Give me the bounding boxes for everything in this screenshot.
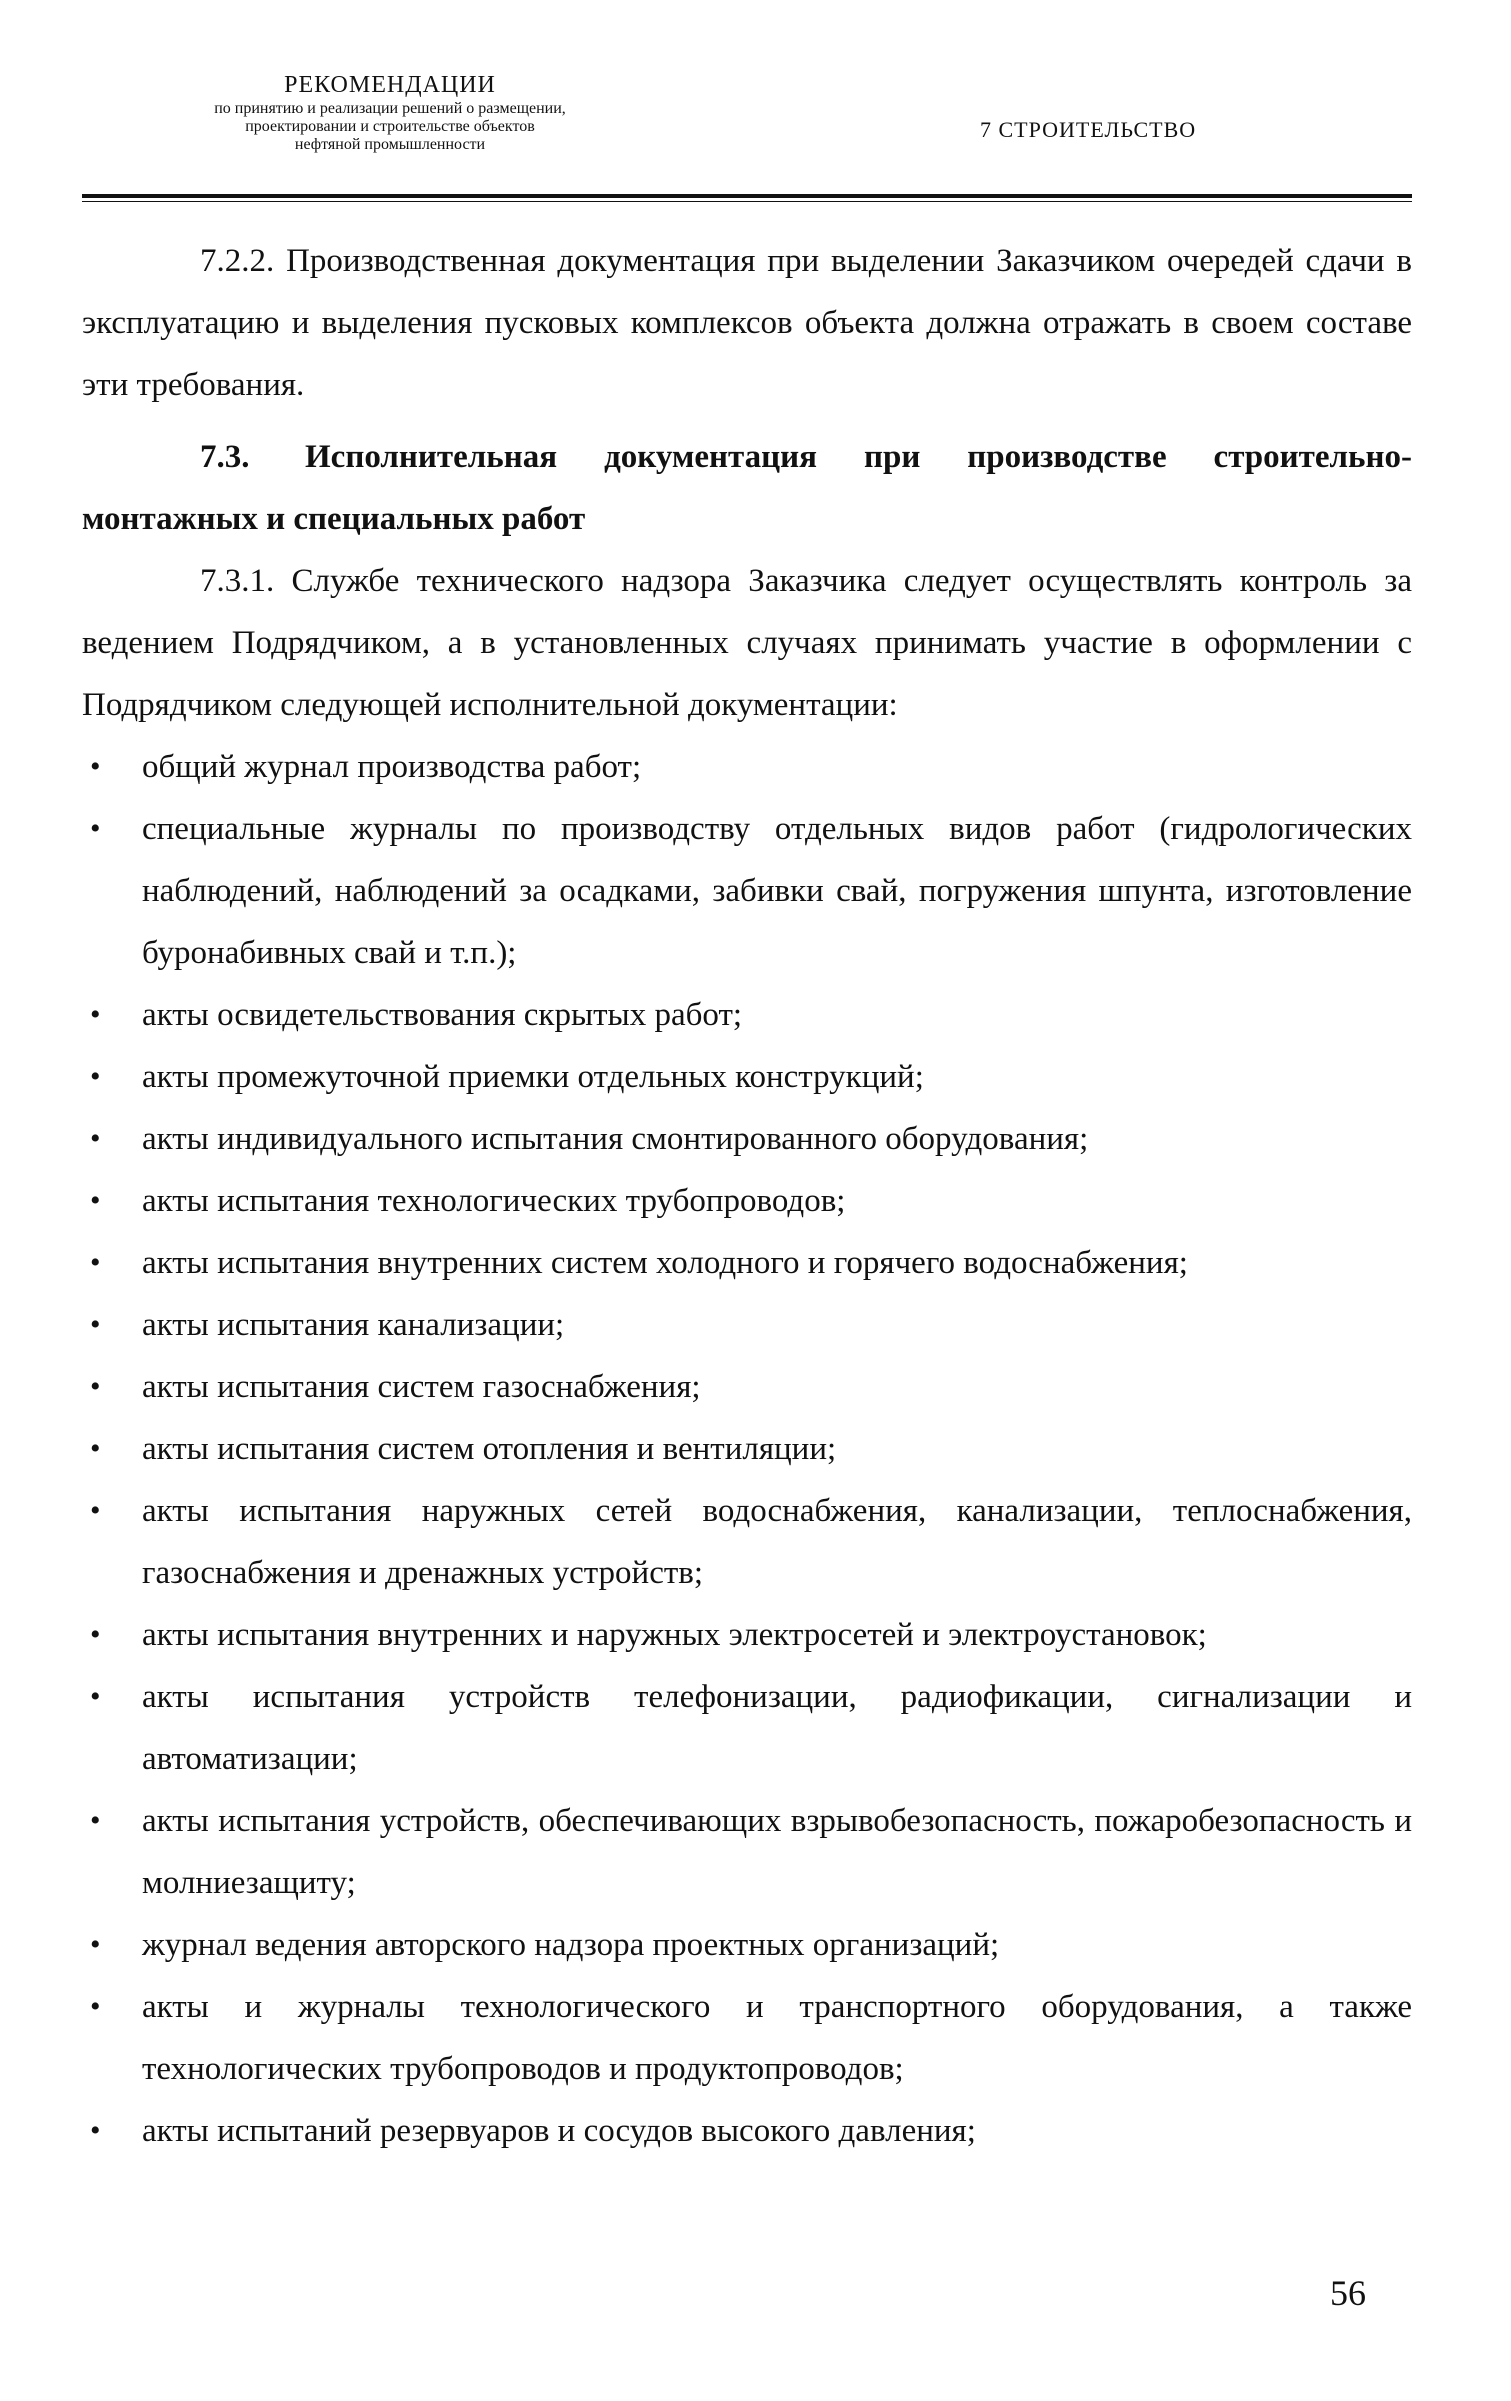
list-item-text: акты промежуточной приемки отдельных конструкций; — [142, 1059, 924, 1095]
bullet-icon: • — [90, 1370, 101, 1403]
list-item-text: акты испытания технологических трубопроводов; — [142, 1183, 846, 1219]
bullet-icon: • — [90, 1618, 101, 1651]
list-item-text: акты испытания устройств телефонизации, радиофикации, сигнализации и автоматизации; — [142, 1679, 1412, 1777]
bullet-icon: • — [90, 1184, 101, 1217]
section-heading-7-3 — [82, 426, 1412, 550]
list-item-text: специальные журналы по производству отдельных видов работ (гидрологических наблюдений, наблюдений за осадками, забивки свай, погружения шпунта, изготовление буронабивных свай и т.п.); — [142, 811, 1412, 971]
list-item — [82, 1046, 1412, 1108]
bullet-icon: • — [90, 1308, 101, 1341]
list-item-text: акты освидетельствования скрытых работ; — [142, 997, 743, 1033]
list-item — [82, 736, 1412, 798]
header-document-title — [110, 72, 670, 155]
page-content — [82, 230, 1412, 2162]
bullet-icon: • — [90, 812, 101, 845]
bullet-icon: • — [90, 1804, 101, 1837]
paragraph-7-2-2: 7.2.2. Производственная документация при выделении Заказчиком очередей сдачи в эксплуатацию и выделения пусковых комплексов объекта должна отражать в своем составе эти требования. — [82, 243, 1412, 403]
list-item-text: акты испытания наружных сетей водоснабжения, канализации, теплоснабжения, газоснабжения и дренажных устройств; — [142, 1493, 1412, 1591]
bullet-icon: • — [90, 1928, 101, 1961]
list-item — [82, 1232, 1412, 1294]
list-item — [82, 1666, 1412, 1790]
list-item — [82, 984, 1412, 1046]
list-item — [82, 1790, 1412, 1914]
header-divider-thick — [82, 194, 1412, 198]
bullet-icon: • — [90, 1990, 101, 2023]
list-item-text: акты испытания канализации; — [142, 1307, 565, 1343]
bullet-icon: • — [90, 1060, 101, 1093]
page-number: 56 — [1330, 2273, 1366, 2313]
list-item — [82, 1604, 1412, 1666]
header-divider-thin — [82, 201, 1412, 202]
list-item — [82, 1170, 1412, 1232]
bullet-icon: • — [90, 750, 101, 783]
paragraph-7-3-1: 7.3.1. Службе технического надзора Заказчика следует осуществлять контроль за ведением Подрядчиком, а в установленных случаях принимать участие в оформлении с Подрядчиком следующей исполнительной документации: — [82, 563, 1412, 723]
header-section: 7 СТРОИТЕЛЬСТВО — [980, 117, 1197, 142]
list-item — [82, 1914, 1412, 1976]
list-item — [82, 1976, 1412, 2100]
list-item — [82, 1294, 1412, 1356]
list-item-text: акты испытания внутренних и наружных электросетей и электроустановок; — [142, 1617, 1207, 1653]
bullet-icon: • — [90, 1122, 101, 1155]
header-subtitle-line: по принятию и реализации решений о размещении, — [214, 99, 566, 117]
section-title: Исполнительная документация при производстве строительно-монтажных и специальных работ — [82, 439, 1412, 537]
list-item-text: журнал ведения авторского надзора проектных организаций; — [142, 1927, 1000, 1963]
list-item-text: акты испытания внутренних систем холодного и горячего водоснабжения; — [142, 1245, 1188, 1281]
bullet-icon: • — [90, 1494, 101, 1527]
bullet-icon: • — [90, 1432, 101, 1465]
bullet-icon: • — [90, 1680, 101, 1713]
documentation-list — [82, 736, 1412, 2162]
list-item — [82, 2100, 1412, 2162]
list-item — [82, 798, 1412, 984]
list-item-text: акты испытания систем газоснабжения; — [142, 1369, 701, 1405]
bullet-icon: • — [90, 998, 101, 1031]
bullet-icon: • — [90, 2114, 101, 2147]
header-subtitle-line: проектировании и строительстве объектов — [245, 117, 535, 135]
header-subtitle-line: нефтяной промышленности — [294, 136, 486, 154]
list-item-text: акты и журналы технологического и транспортного оборудования, а также технологических трубопроводов и продуктопроводов; — [142, 1989, 1412, 2087]
section-number: 7.3. — [200, 439, 250, 475]
header-title: РЕКОМЕНДАЦИИ — [284, 72, 496, 98]
list-item-text: общий журнал производства работ; — [142, 749, 642, 785]
list-item — [82, 1108, 1412, 1170]
list-item-text: акты испытаний резервуаров и сосудов высокого давления; — [142, 2113, 976, 2149]
list-item — [82, 1356, 1412, 1418]
list-item — [82, 1418, 1412, 1480]
list-item-text: акты индивидуального испытания смонтированного оборудования; — [142, 1121, 1089, 1157]
list-item-text: акты испытания устройств, обеспечивающих взрывобезопасность, пожаробезопасность и молниезащиту; — [142, 1803, 1412, 1901]
list-item — [82, 1480, 1412, 1604]
list-item-text: акты испытания систем отопления и вентиляции; — [142, 1431, 837, 1467]
bullet-icon: • — [90, 1246, 101, 1279]
